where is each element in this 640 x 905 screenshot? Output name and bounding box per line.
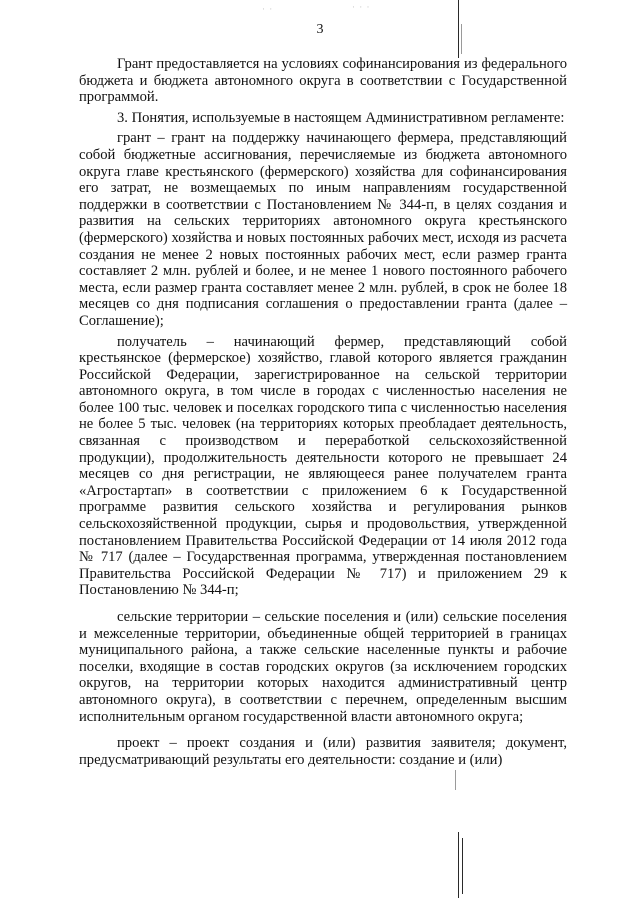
scan-line-bottom bbox=[458, 832, 459, 898]
paragraph-definitions-heading: 3. Понятия, используемые в настоящем Административном регламенте: bbox=[117, 109, 565, 126]
scan-line-bottom-2 bbox=[462, 838, 463, 894]
scan-smudge-top-left: · · bbox=[262, 4, 274, 14]
paragraph-definition-grant: грант – грант на поддержку начинающего фермера, представляющий собой бюджетные ассигнования, перечисляемые из бюджета автономного округа главе крестьянского (фермерского) хозяйства для софинансирования его затрат, не возмещаемых по иным направлениям государственной поддержки в соответствии с Постановлением № 344-п, в целях создания и развития на сельских территориях автономного округа крестьянского (фермерского) хозяйства и новых постоянных рабочих мест, исходя из расчета создания не менее 2 новых постоянных рабочих мест, если размер гранта составляет 2 млн. рублей и более, и не менее 1 нового постоянного рабочего места, если размер гранта составляет менее 2 млн. рублей, в срок не более 18 месяцев со дня подписания соглашения о предоставлении гранта (далее – Соглашение); bbox=[79, 130, 567, 329]
document-body bbox=[79, 56, 567, 772]
paragraph-definition-recipient: получатель – начинающий фермер, представляющий собой крестьянское (фермерское) хозяйство, главой которого является гражданин Российской Федерации, зарегистрированное на сельской территории автономного округа, в том числе в городах с численностью населения не более 100 тыс. человек и поселках городского типа с численностью населения не более 5 тыс. человек (на территориях которых преобладает деятельность, связанная с производством и переработкой сельскохозяйственной продукции), продолжительность деятельности которого не превышает 24 месяцев со дня регистрации, не являющееся ранее получателем гранта «Агростартап» в соответствии с приложением 6 к Государственной программе развития сельского хозяйства и регулирования рынков сельскохозяйственной продукции, сырья и продовольствия, утвержденной постановлением Правительства Российской Федерации от 14 июля 2012 года № 717 (далее – Государственная программа, утвержденная постановлением Правительства Российской Федерации № 717) и приложением 29 к Постановлению № 344-п; bbox=[79, 333, 567, 599]
page-number: 3 bbox=[316, 22, 324, 37]
scan-smudge-top-right: · · · bbox=[352, 2, 371, 12]
paragraph-definition-rural-territories: сельские территории – сельские поселения и (или) сельские поселения и межселенные территории, объединенные общей территорией в границах муниципального района, а также сельские населенные пункты и рабочие поселки, входящие в состав городских округов (за исключением городских округов, на территории которых находится административный центр автономного округа), в соответствии с перечнем, определенным высшим исполнительным органом государственной власти автономного округа; bbox=[79, 609, 567, 725]
paragraph-definition-project: проект – проект создания и (или) развития заявителя; документ, предусматривающий результаты его деятельности: создание и (или) bbox=[79, 735, 567, 768]
scan-line-middle bbox=[455, 770, 456, 790]
paragraph-grant-cofinancing: Грант предоставляется на условиях софинансирования из федерального бюджета и бюджета автономного округа в соответствии с Государственной программой. bbox=[79, 56, 567, 106]
